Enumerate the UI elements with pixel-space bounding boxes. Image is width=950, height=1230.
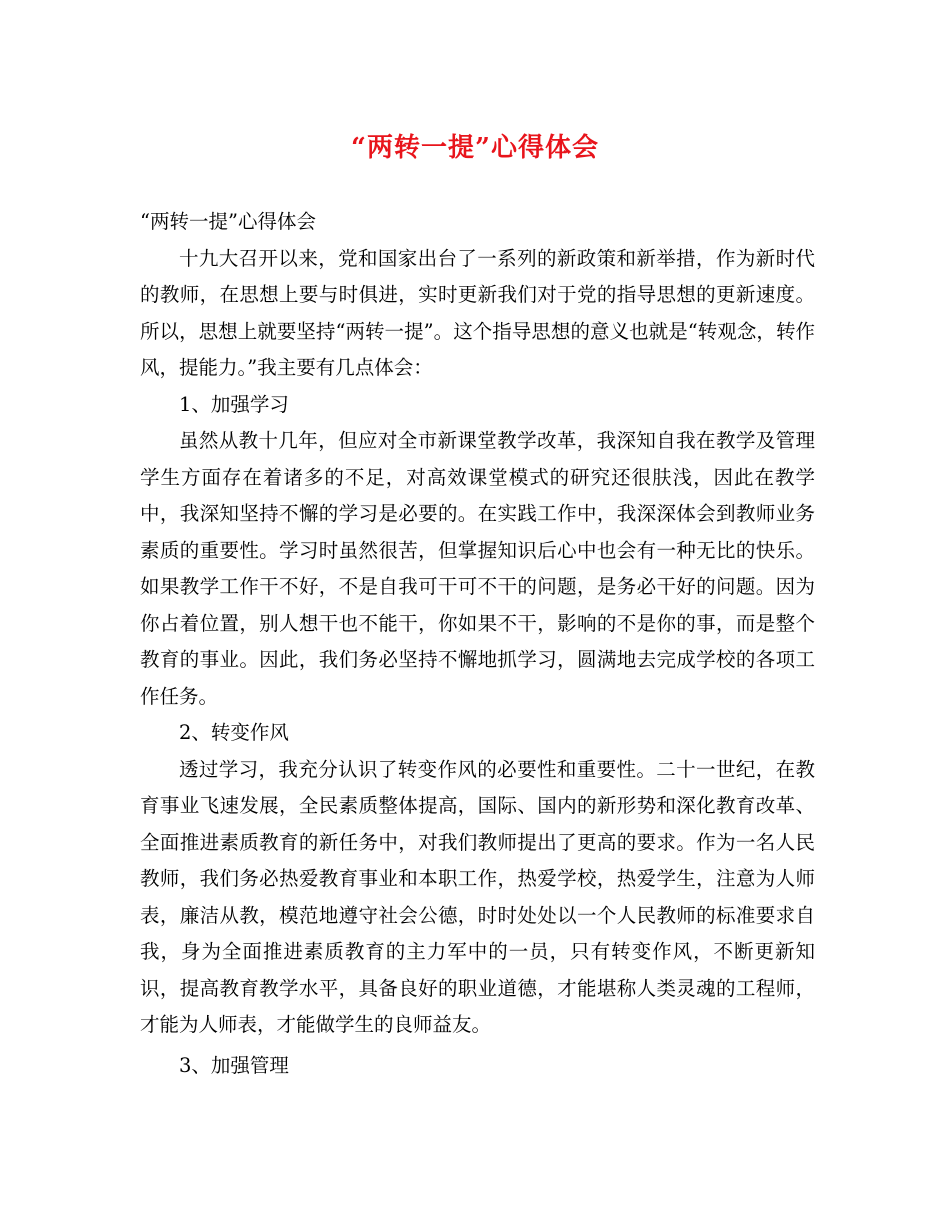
section-heading-study: 1、加强学习 [179,392,289,416]
paragraph-study: 虽然从教十几年，但应对全市新课堂教学改革，我深知自我在教学及管理学生方面存在着诸多的不足，对高效课堂模式的研究还很肤浅，因此在教学中，我深知坚持不懈的学习是必要的。在实践工作中，我深深体会到教师业务素质的重要性。学习时虽然很苦，但掌握知识后心中也会有一种无比的快乐。如果教学工作干不好，不是自我可干可不干的问题，是务必干好的问题。因为你占着位置，别人想干也不能干，你如果不干，影响的不是你的事，而是整个教育的事业。因此，我们务必坚持不懈地抓学习，圆满地去完成学校的各项工作任务。 [140,429,815,708]
section-heading-management: 3、加强管理 [179,1053,289,1077]
document-title: “两转一提”心得体会 [351,133,599,163]
paragraph-intro: 十九大召开以来，党和国家出台了一系列的新政策和新举措，作为新时代的教师，在思想上要与时俱进，实时更新我们对于党的指导思想的更新速度。所以，思想上就要坚持“两转一提”。这个指导思想的意义也就是“转观念，转作风，提能力。”我主要有几点体会： [140,246,815,379]
document-body [140,204,815,1084]
paragraph-style: 透过学习，我充分认识了转变作风的必要性和重要性。二十一世纪，在教育事业飞速发展，全民素质整体提高，国际、国内的新形势和深化教育改革、全面推进素质教育的新任务中，对我们教师提出了更高的要求。作为一名人民教师，我们务必热爱教育事业和本职工作，热爱学校，热爱学生，注意为人师表，廉洁从教，模范地遵守社会公德，时时处处以一个人民教师的标准要求自我，身为全面推进素质教育的主力军中的一员，只有转变作风，不断更新知识，提高教育教学水平，具备良好的职业道德，才能堪称人类灵魂的工程师，才能为人师表，才能做学生的良师益友。 [140,757,815,1036]
section-heading-style: 2、转变作风 [179,721,289,744]
document-subtitle: “两转一提”心得体会 [140,210,316,233]
